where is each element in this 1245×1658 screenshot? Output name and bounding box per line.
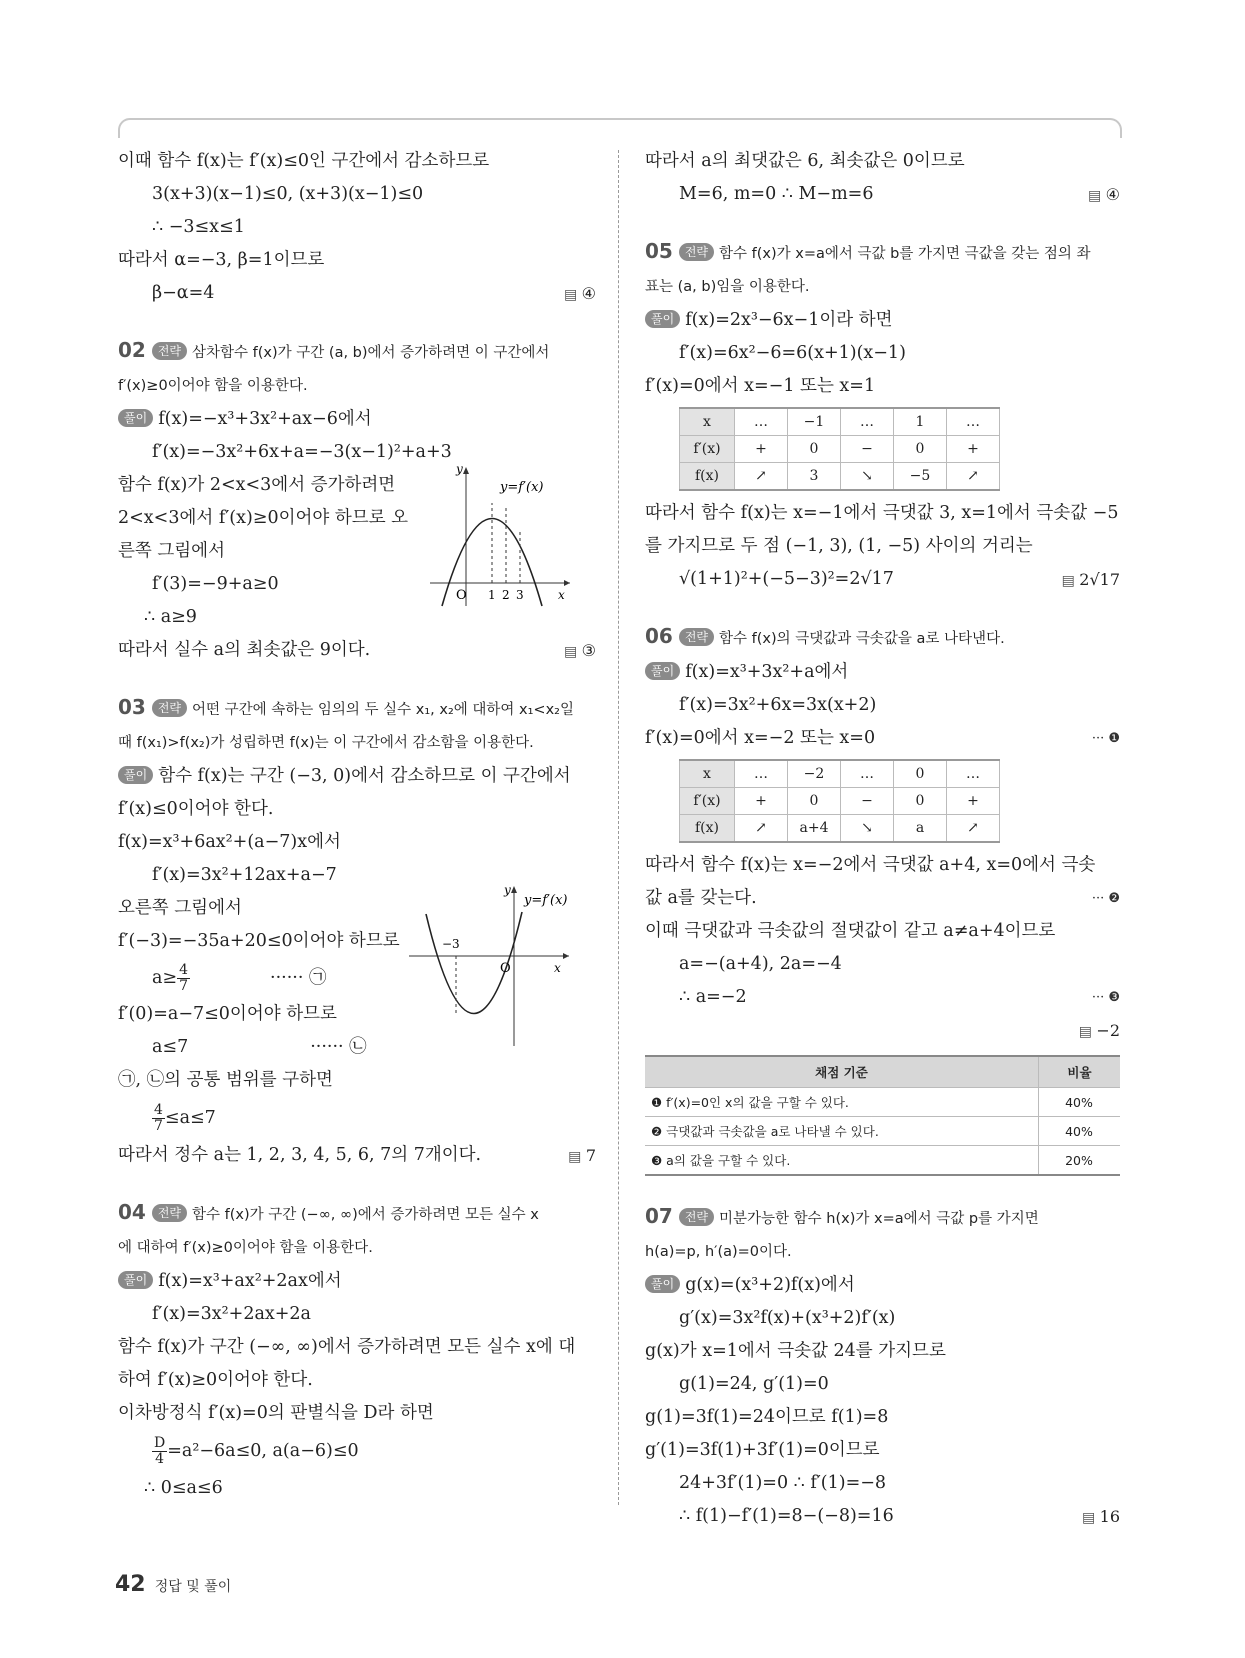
answer-badge: ▤ ③ (564, 634, 596, 669)
strategy-tag: 전략 (152, 1204, 187, 1222)
variation-table-05 (679, 407, 1000, 491)
equation: ∴ a≥9 (144, 607, 197, 627)
text-line: g(1)=3f(1)=24이므로 f(1)=8 (645, 1407, 889, 1427)
strategy-text: 에 대하여 f′(x)≥0이어야 함을 이용한다. (118, 1240, 373, 1256)
footer-label: 정답 및 풀이 (154, 1579, 232, 1595)
problem-05-header: 05 전략 함수 f(x)가 x=a에서 극값 b를 가지면 극값을 갖는 점의 좌 (645, 239, 1091, 263)
solution-line: 풀이 g(x)=(x³+2)f(x)에서 (645, 1269, 1120, 1302)
tick-label: 3 (516, 588, 524, 602)
equation: f′(3)=−9+a≥0 (152, 574, 279, 594)
equation: ∴ a=−2 ··· ❸ (645, 981, 1120, 1014)
equation: f′(x)=6x²−6=6(x+1)(x−1) (679, 343, 906, 363)
tick-label: 1 (488, 588, 496, 602)
equation: β−α=4 ▤ ④ (118, 277, 596, 310)
text-line: 이때 극댓값과 극솟값의 절댓값이 같고 a≠a+4이므로 (645, 921, 1056, 941)
problem-02-graph-block (118, 462, 596, 634)
answer-badge: ▤ ④ (1088, 178, 1120, 213)
table-header-row: 채점 기준 비율 (645, 1056, 1120, 1088)
derivative-graph-02 (420, 461, 580, 611)
problem-07-header: 07 전략 미분가능한 함수 h(x)가 x=a에서 극값 p를 가지면 (645, 1204, 1039, 1228)
solution-tag: 풀이 (118, 766, 153, 784)
page-number: 42 (115, 1572, 146, 1597)
curve-label: y=f′(x) (500, 480, 544, 495)
table-row: f(x) ↗ a+4 ↘ a ↗ (680, 815, 1000, 843)
strategy-text: f′(x)≥0이어야 함을 이용한다. (118, 378, 308, 394)
equation: ∴ f(1)−f′(1)=8−(−8)=16 ▤ 16 (645, 1500, 1120, 1533)
axis-label: y (456, 462, 463, 476)
problem-02-header: 02 전략 삼차함수 f(x)가 구간 (a, b)에서 증가하려면 이 구간에서 (118, 338, 550, 362)
text-line: 따라서 α=−3, β=1이므로 (118, 250, 325, 270)
problem-04-header: 04 전략 함수 f(x)가 구간 (−∞, ∞)에서 증가하려면 모든 실수 x (118, 1200, 539, 1224)
equation: f′(x)=−3x²+6x+a=−3(x−1)²+a+3 (152, 442, 452, 462)
text-line: f′(x)≤0이어야 한다. (118, 799, 274, 819)
right-column (645, 145, 1120, 1533)
answer-badge: ▤ 2√17 (1062, 563, 1120, 598)
text-line: 함수 f(x)가 2<x<3에서 증가하려면 (118, 475, 396, 495)
origin-label: O (456, 588, 467, 603)
solution-line: 풀이 f(x)=x³+ax²+2ax에서 (118, 1265, 596, 1298)
table-row: f′(x) + 0 − 0 + (680, 788, 1000, 815)
equation: 3(x+3)(x−1)≤0, (x+3)(x−1)≤0 (152, 184, 424, 204)
equation: g′(x)=3x²f(x)+(x³+2)f′(x) (679, 1308, 896, 1328)
text-line: g′(1)=3f(1)+3f′(1)=0이므로 (645, 1440, 880, 1460)
answer-badge: ▤ 16 (1082, 1500, 1120, 1535)
inequality: a≤7 ······ ㉡ (152, 1037, 367, 1057)
derivative-graph-03 (404, 884, 579, 1049)
table-row: ❸ a의 값을 구할 수 있다. 20% (645, 1146, 1120, 1176)
problem-06-header: 06 전략 함수 f(x)의 극댓값과 극솟값을 a로 나타낸다. (645, 624, 1005, 648)
strategy-tag: 전략 (679, 1208, 714, 1226)
text-line: 따라서 함수 f(x)는 x=−2에서 극댓값 a+4, x=0에서 극솟 (645, 855, 1096, 875)
table-row: f′(x) + 0 − 0 + (680, 436, 1000, 463)
equation: $\frac{D}{4}$ =a²−6a≤0, a(a−6)≤0 (154, 1435, 359, 1467)
solution-tag: 풀이 (118, 1271, 153, 1289)
solution-tag: 풀이 (645, 310, 680, 328)
strategy-tag: 전략 (679, 243, 714, 261)
equation: 24+3f′(1)=0 ∴ f′(1)=−8 (679, 1473, 887, 1493)
table-row: ❷ 극댓값과 극솟값을 a로 나타낼 수 있다. 40% (645, 1117, 1120, 1146)
equation: √(1+1)²+(−5−3)²=2√17 ▤ 2√17 (645, 563, 1120, 596)
answer-badge: ▤ −2 (1079, 1014, 1120, 1049)
text-line: 를 가지므로 두 점 (−1, 3), (1, −5) 사이의 거리는 (645, 536, 1033, 556)
answer-badge: ▤ ④ (564, 277, 596, 312)
text-line: 함수 f(x)가 구간 (−∞, ∞)에서 증가하려면 모든 실수 x에 대 (118, 1337, 576, 1357)
table-row: x … −2 … 0 … (680, 760, 1000, 788)
top-frame-bar (118, 118, 1122, 138)
text-line: 이차방정식 f′(x)=0의 판별식을 D라 하면 (118, 1403, 434, 1423)
text-line: ㉠, ㉡의 공통 범위를 구하면 (118, 1070, 333, 1090)
variation-table-06 (679, 759, 1000, 843)
text-line: f′(x)=0에서 x=−1 또는 x=1 (645, 376, 876, 396)
text-line: f(x)=x³+6ax²+(a−7)x에서 (118, 832, 341, 852)
solution-tag: 풀이 (645, 1275, 680, 1293)
step-marker: ··· ❷ (1091, 891, 1120, 906)
step-marker: ··· ❶ (1091, 731, 1120, 746)
equation: f′(x)=3x²+2ax+2a (152, 1304, 311, 1324)
column-divider (618, 150, 619, 1505)
equation: a=−(a+4), 2a=−4 (679, 954, 842, 974)
text-line: 따라서 정수 a는 1, 2, 3, 4, 5, 6, 7의 7개이다. ▤ 7 (118, 1139, 596, 1172)
page-footer (115, 1572, 231, 1597)
answer-line (645, 1014, 1120, 1047)
axis-label: x (554, 961, 561, 975)
equation: ∴ 0≤a≤6 (144, 1478, 223, 1498)
tick-label: −3 (442, 937, 460, 951)
text-line: 따라서 함수 f(x)는 x=−1에서 극댓값 3, x=1에서 극솟값 −5 (645, 503, 1119, 523)
text-line: 2<x<3에서 f′(x)≥0이어야 하므로 오 (118, 508, 409, 528)
text-line: 따라서 a의 최댓값은 6, 최솟값은 0이므로 (645, 151, 965, 171)
text-line: 오른쪽 그림에서 (118, 898, 242, 918)
table-row: ❶ f′(x)=0인 x의 값을 구할 수 있다. 40% (645, 1088, 1120, 1117)
left-column (118, 145, 596, 1505)
text-line: 값 a를 갖는다. ··· ❷ (645, 882, 1120, 915)
problem-03-header: 03 전략 어떤 구간에 속하는 임의의 두 실수 x₁, x₂에 대하여 x₁<x₂일 (118, 695, 574, 719)
strategy-tag: 전략 (679, 628, 714, 646)
axis-label: x (558, 588, 565, 602)
curve-label: y=f′(x) (524, 893, 568, 908)
equation: M=6, m=0 ∴ M−m=6 ▤ ④ (645, 178, 1120, 211)
solution-tag: 풀이 (645, 662, 680, 680)
solution-line: 풀이 함수 f(x)는 구간 (−3, 0)에서 감소하므로 이 구간에서 (118, 760, 596, 793)
axis-label: y (504, 884, 511, 897)
table-row: x … −1 … 1 … (680, 408, 1000, 436)
strategy-text: 표는 (a, b)임을 이용한다. (645, 279, 810, 295)
answer-badge: ▤ 7 (568, 1139, 596, 1174)
text-line: f′(−3)=−35a+20≤0이어야 하므로 (118, 931, 400, 951)
origin-label: O (500, 961, 511, 976)
table-row: f(x) ↗ 3 ↘ −5 ↗ (680, 463, 1000, 491)
text-line: g(x)가 x=1에서 극솟값 24를 가지므로 (645, 1341, 946, 1361)
inequality: a≥ $\frac{4}{7}$ ······ ㉠ (152, 962, 327, 994)
equation: f′(x)=3x²+12ax+a−7 (152, 865, 337, 885)
equation: g(1)=24, g′(1)=0 (679, 1374, 829, 1394)
text-line: 른쪽 그림에서 (118, 541, 225, 561)
solution-line: 풀이 f(x)=−x³+3x²+ax−6에서 (118, 403, 596, 436)
solution-tag: 풀이 (118, 409, 153, 427)
step-marker: ··· ❸ (1091, 990, 1120, 1005)
grading-criteria-table (645, 1055, 1120, 1176)
solution-line: 풀이 f(x)=2x³−6x−1이라 하면 (645, 304, 1120, 337)
text-line: f′(0)=a−7≤0이어야 하므로 (118, 1004, 337, 1024)
inequality: $\frac{4}{7}$ ≤a≤7 (154, 1102, 216, 1134)
equation: ∴ −3≤x≤1 (152, 217, 245, 237)
text-line: 이때 함수 f(x)는 f′(x)≤0인 구간에서 감소하므로 (118, 151, 490, 171)
strategy-text: 때 f(x₁)>f(x₂)가 성립하면 f(x)는 이 구간에서 감소함을 이용한다. (118, 735, 534, 751)
text-line: 하여 f′(x)≥0이어야 한다. (118, 1370, 313, 1390)
solution-line: 풀이 f(x)=x³+3x²+a에서 (645, 656, 1120, 689)
strategy-tag: 전략 (152, 342, 187, 360)
tick-label: 2 (502, 588, 510, 602)
text-line: f′(x)=0에서 x=−2 또는 x=0 ··· ❶ (645, 722, 1120, 755)
problem-03-graph-block (118, 884, 596, 1064)
strategy-tag: 전략 (152, 699, 187, 717)
equation: f′(x)=3x²+6x=3x(x+2) (679, 695, 877, 715)
strategy-text: h(a)=p, h′(a)=0이다. (645, 1244, 792, 1260)
text-line: 따라서 실수 a의 최솟값은 9이다. ▤ ③ (118, 634, 596, 667)
